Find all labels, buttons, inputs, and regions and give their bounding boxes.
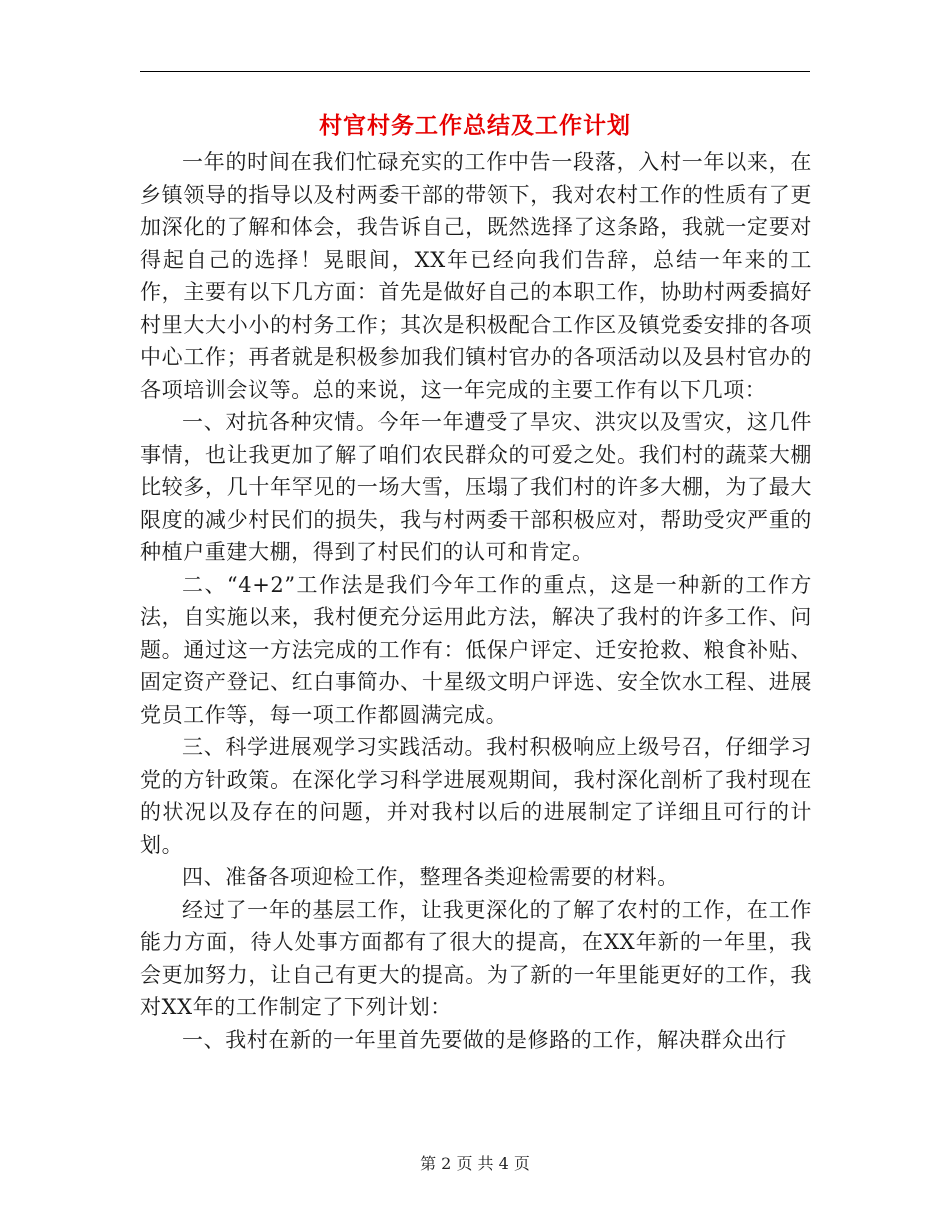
- page-footer: 第 2 页 共 4 页: [420, 1154, 530, 1173]
- paragraph-item-2: 二、“4+2”工作法是我们今年工作的重点，这是一种新的工作方法，自实施以来，我村便充分运用此方法，解决了我村的许多工作、问题。通过这一方法完成的工作有：低保户评定、迁安抢救、粮食补贴、固定资产登记、红白事简办、十星级文明户评选、安全饮水工程、进展党员工作等，每一项工作都圆满完成。: [140, 572, 812, 727]
- paragraph-plan-intro: 经过了一年的基层工作，让我更深化的了解了农村的工作，在工作能力方面，待人处事方面都有了很大的提高，在XX年新的一年里，我会更加努力，让自己有更大的提高。为了新的一年里能更好的工作，我对XX年的工作制定了下列计划：: [140, 897, 812, 1019]
- paragraph-item-4: 四、准备各项迎检工作，整理各类迎检需要的材料。: [182, 865, 679, 889]
- paragraph-plan-1: 一、我村在新的一年里首先要做的是修路的工作，解决群众出行: [182, 1027, 787, 1052]
- header-rule: [140, 71, 810, 72]
- document-body: [140, 146, 812, 1056]
- paragraph-intro: 一年的时间在我们忙碌充实的工作中告一段落，入村一年以来，在乡镇领导的指导以及村两委干部的带领下，我对农村工作的性质有了更加深化的了解和体会，我告诉自己，既然选择了这条路，我就一定要对得起自己的选择！晃眼间，XX年已经向我们告辞，总结一年来的工作，主要有以下几方面：首先是做好自己的本职工作，协助村两委搞好村里大大小小的村务工作；其次是积极配合工作区及镇党委安排的各项中心工作；再者就是积极参加我们镇村官办的各项活动以及县村官办的各项培训会议等。总的来说，这一年完成的主要工作有以下几项：: [140, 150, 812, 402]
- paragraph-item-1: 一、对抗各种灾情。今年一年遭受了旱灾、洪灾以及雪灾，这几件事情，也让我更加了解了咱们农民群众的可爱之处。我们村的蔬菜大棚比较多，几十年罕见的一场大雪，压塌了我们村的许多大棚，为了最大限度的减少村民们的损失，我与村两委干部积极应对，帮助受灾严重的种植户重建大棚，得到了村民们的认可和肯定。: [140, 410, 812, 564]
- paragraph-item-3: 三、科学进展观学习实践活动。我村积极响应上级号召，仔细学习党的方针政策。在深化学习科学进展观期间，我村深化剖析了我村现在的状况以及存在的问题，并对我村以后的进展制定了详细且可行的计划。: [140, 735, 812, 857]
- document-title: 村官村务工作总结及工作计划: [319, 113, 631, 139]
